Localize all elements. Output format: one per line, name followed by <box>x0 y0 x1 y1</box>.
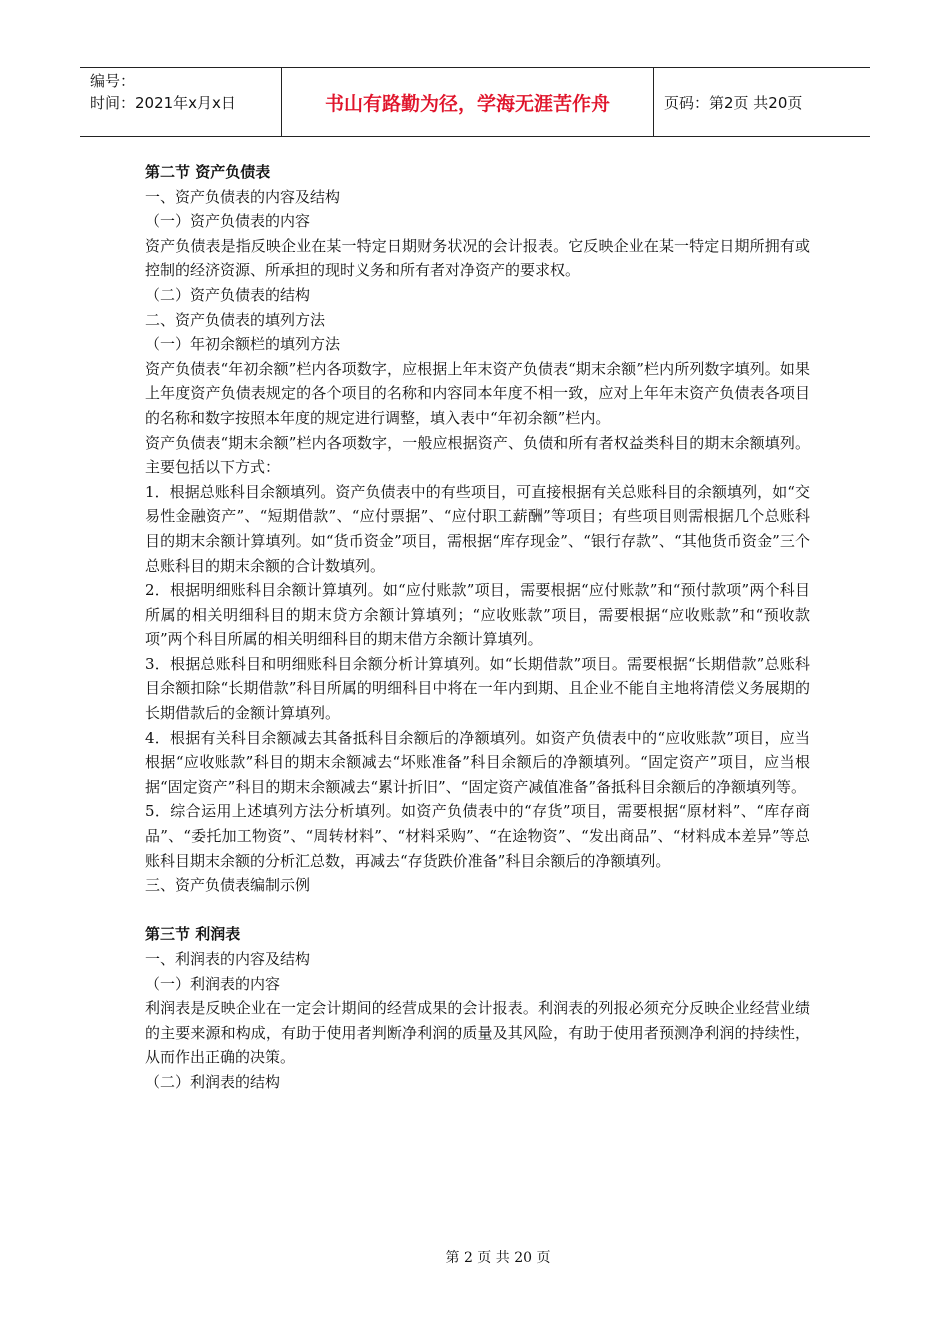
header-meta <box>80 68 282 136</box>
body-paragraph: 1．根据总账科目余额填列。资产负债表中的有些项目，可直接根据有关总账科目的余额填列，如“交易性金融资产”、“短期借款”、“应付票据”、“应付职工薪酬”等项目；有些项目则需根据几个总账科目的期末余额计算填列。如“货币资金”项目，需根据“库存现金”、“银行存款”、“其他货币资金”三个总账科目的期末余额的合计数填列。 <box>145 482 810 575</box>
document-time-label: 时间：2021年x月x日 <box>90 94 236 112</box>
body-heading: （一）资产负债表的内容 <box>145 212 311 231</box>
page-header <box>80 67 870 137</box>
body-paragraph: 资产负债表是指反映企业在某一特定日期财务状况的会计报表。它反映企业在某一特定日期所拥有或控制的经济资源、所承担的现时义务和所有者对净资产的要求权。 <box>145 236 810 280</box>
section-title: 第三节 利润表 <box>145 925 241 944</box>
page-footer <box>0 1247 950 1267</box>
body-heading: （二）资产负债表的结构 <box>145 285 311 304</box>
body-heading: （二）利润表的结构 <box>145 1072 281 1091</box>
section-title: 第二节 资产负债表 <box>145 163 271 181</box>
body-paragraph: 2．根据明细账科目余额计算填列。如“应付账款”项目，需要根据“应付账款”和“预付款项”两个科目所属的相关明细科目的期末贷方余额计算填列；“应收账款”项目，需要根据“应收账款”和“预收款项”两个科目所属的相关明细科目的期末借方余额计算填列。 <box>145 581 810 649</box>
document-body <box>145 160 810 1095</box>
body-paragraph: 3．根据总账科目和明细账科目余额分析计算填列。如“长期借款”项目。需要根据“长期借款”总账科目余额扣除“长期借款”科目所属的明细科目中将在一年内到期、且企业不能自主地将清偿义务展期的长期借款后的金额计算填列。 <box>145 654 810 723</box>
body-heading: 二、资产负债表的填列方法 <box>145 310 326 329</box>
body-heading: 一、利润表的内容及结构 <box>145 950 311 968</box>
body-paragraph: 资产负债表“期末余额”栏内各项数字，一般应根据资产、负债和所有者权益类科目的期末余额填列。主要包括以下方式： <box>145 433 810 477</box>
document-number-label: 编号： <box>90 72 136 90</box>
body-heading: （一）利润表的内容 <box>145 974 281 993</box>
body-paragraph: 利润表是反映企业在一定会计期间的经营成果的会计报表。利润表的列报必须充分反映企业经营业绩的主要来源和构成，有助于使用者判断净利润的质量及其风险，有助于使用者预测净利润的持续性，从而作出正确的决策。 <box>145 999 810 1067</box>
body-heading: （一）年初余额栏的填列方法 <box>145 335 341 354</box>
body-heading: 一、资产负债表的内容及结构 <box>145 187 341 206</box>
blank-line <box>145 898 810 923</box>
header-motto: 书山有路勤为径，学海无涯苦作舟 <box>282 68 654 136</box>
body-paragraph: 4．根据有关科目余额减去其备抵科目余额后的净额填列。如资产负债表中的“应收账款”项目，应当根据“应收账款”科目的期末余额减去“坏账准备”科目余额后的净额填列。“固定资产”项目，应当根据“固定资产”科目的期末余额减去“累计折旧”、“固定资产减值准备”备抵科目余额后的净额填列等。 <box>145 728 810 796</box>
body-paragraph: 5．综合运用上述填列方法分析填列。如资产负债表中的“存货”项目，需要根据“原材料”、“库存商品”、“委托加工物资”、“周转材料”、“材料采购”、“在途物资”、“发出商品”、“材料成本差异”等总账科目期末余额的分析汇总数，再减去“存货跌价准备”科目余额后的净额填列。 <box>145 802 810 870</box>
body-heading: 三、资产负债表编制示例 <box>145 876 311 895</box>
header-page-info: 页码：第2页 共20页 <box>664 93 803 112</box>
body-paragraph: 资产负债表“年初余额”栏内各项数字，应根据上年末资产负债表“期末余额”栏内所列数字填列。如果上年度资产负债表规定的各个项目的名称和内容同本年度不相一致，应对上年年末资产负债表各项目的名称和数字按照本年度的规定进行调整，填入表中“年初余额”栏内。 <box>145 359 810 427</box>
footer-page-number: 第 2 页 共 20 页 <box>445 1250 551 1266</box>
